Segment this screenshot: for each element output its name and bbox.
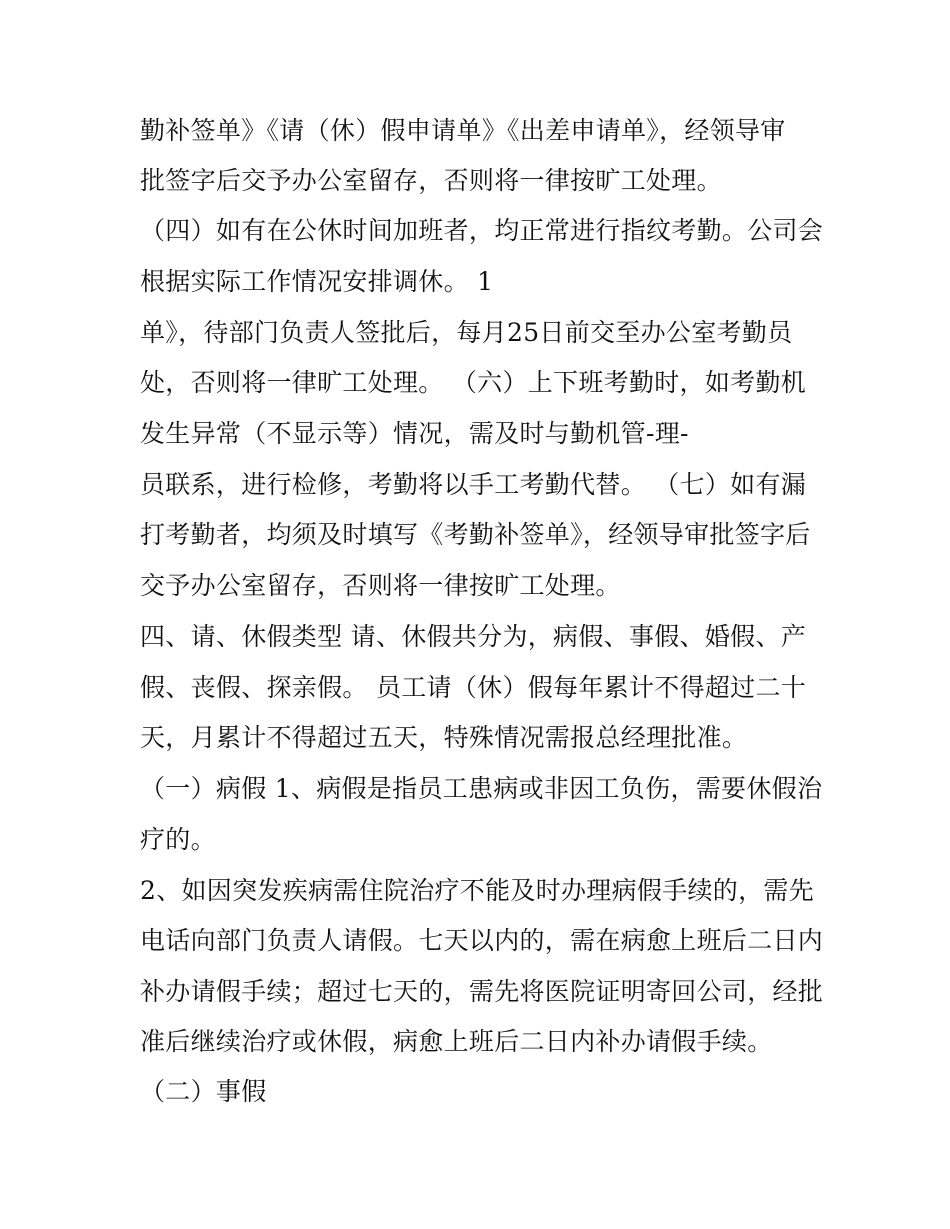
text-line: 电话向部门负责人请假。七天以内的，需在病愈上班后二日内 <box>140 926 824 955</box>
text-line: （一）病假 1、病假是指员工患病或非因工负伤，需要休假治 <box>140 774 823 803</box>
text-line: （二）事假 <box>140 1077 267 1106</box>
text-line: 疗的。 <box>140 825 216 854</box>
text-line: 准后继续治疗或休假，病愈上班后二日内补办请假手续。 <box>140 1027 773 1056</box>
text-line: 天，月累计不得超过五天，特殊情况需报总经理批准。 <box>140 723 748 752</box>
text-line: （四）如有在公休时间加班者，均正常进行指纹考勤。公司会 <box>140 216 824 245</box>
text-line: 补办请假手续；超过七天的，需先将医院证明寄回公司，经批 <box>140 977 824 1006</box>
text-line: 员联系，进行检修，考勤将以手工考勤代替。 （七）如有漏 <box>140 470 807 499</box>
text-line: 批签字后交予办公室留存，否则将一律按旷工处理。 <box>140 166 722 195</box>
text-line: 交予办公室留存，否则将一律按旷工处理。 <box>140 571 621 600</box>
text-line: 根据实际工作情况安排调休。 1 <box>140 267 494 296</box>
text-line: 勤补签单》《请（休）假申请单》《出差申请单》，经领导审 <box>140 116 786 145</box>
text-line: 2、如因突发疾病需住院治疗不能及时办理病假手续的，需先 <box>140 876 815 905</box>
text-line: 打考勤者，均须及时填写《考勤补签单》，经领导审批签字后 <box>140 520 811 549</box>
text-line: 假、丧假、探亲假。 员工请（休）假每年累计不得超过二十 <box>140 673 807 702</box>
text-line: 四、请、休假类型 请、休假共分为，病假、事假、婚假、产 <box>140 622 807 651</box>
text-line: 处，否则将一律旷工处理。 （六）上下班考勤时，如考勤机 <box>140 368 807 397</box>
text-line: 发生异常（不显示等）情况，需及时与勤机管-理- <box>140 419 689 448</box>
text-line: 单》，待部门负责人签批后，每月25日前交至办公室考勤员 <box>140 318 793 347</box>
